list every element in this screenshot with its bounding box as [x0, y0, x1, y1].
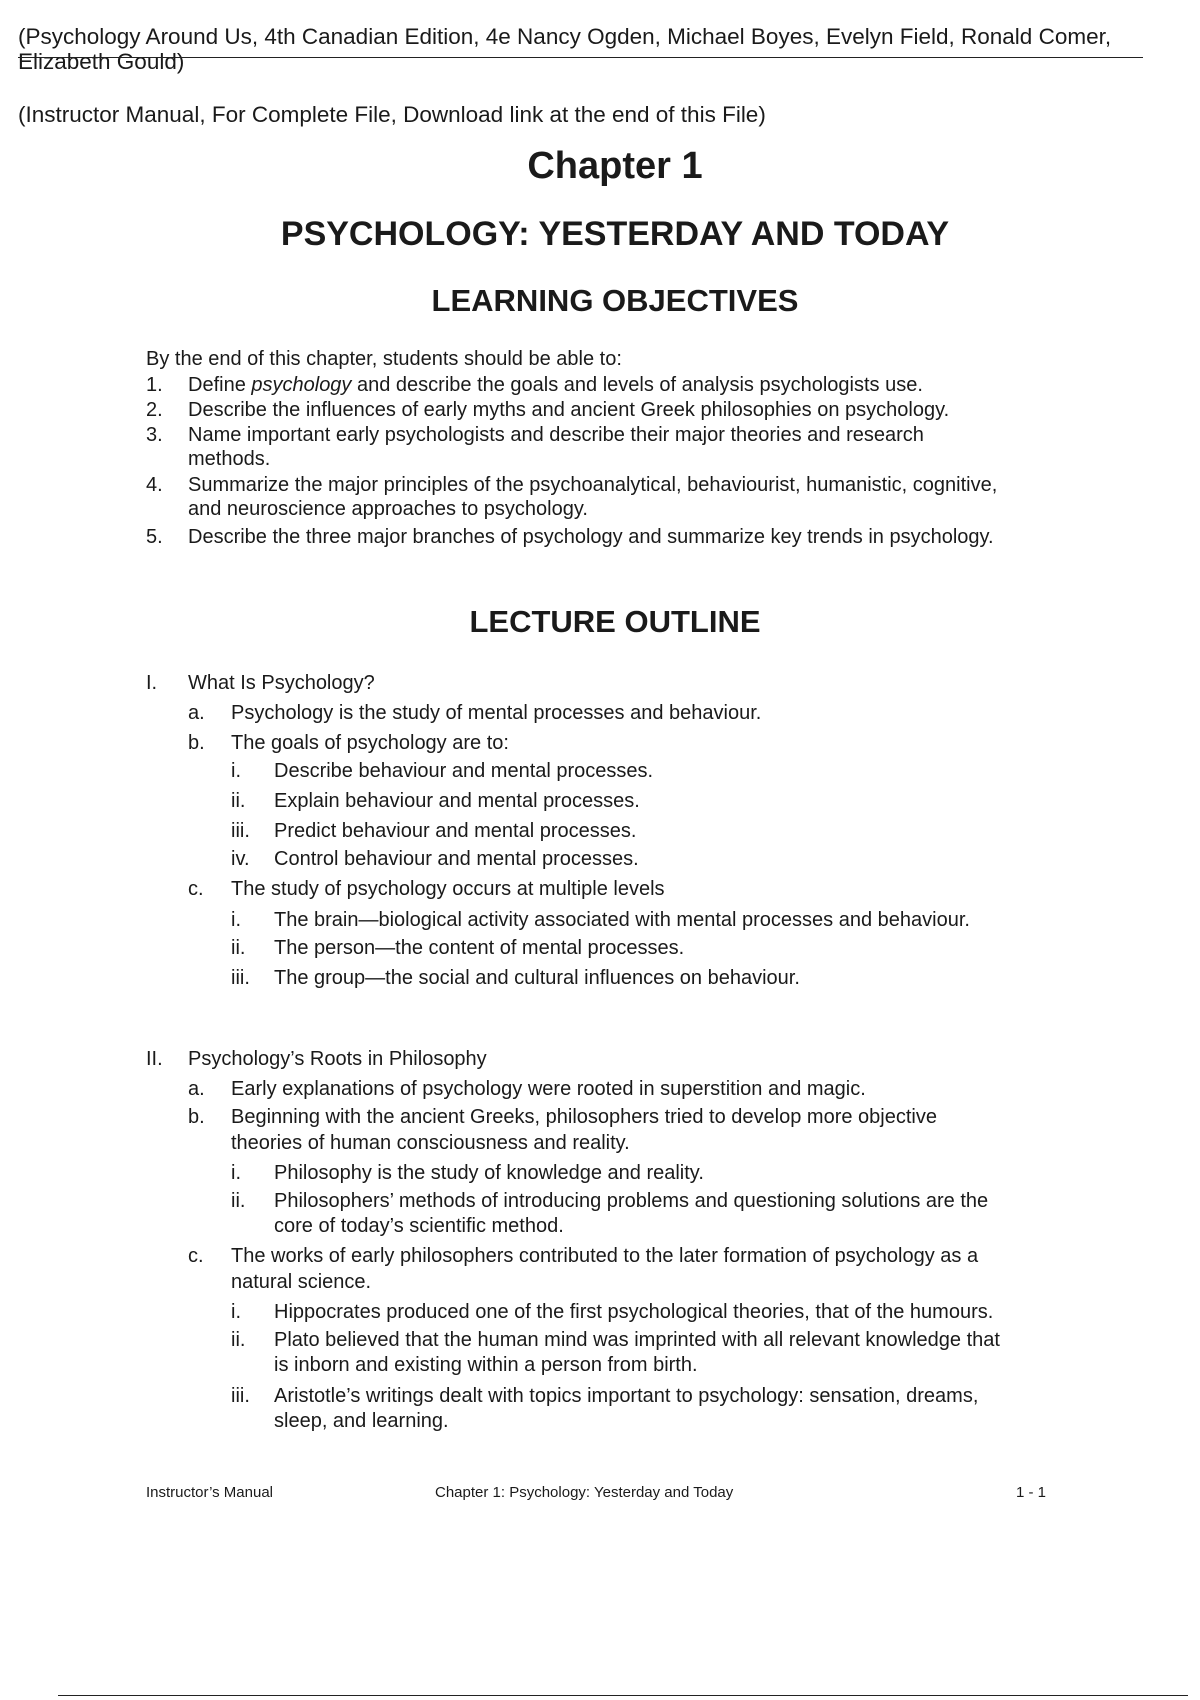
sub-text-cont: is inborn and existing within a person from birth. — [274, 1354, 698, 1376]
objective-text: Name important early psychologists and describe their major theories and research — [188, 424, 924, 446]
outline-2c-sublist — [231, 1300, 1131, 1436]
sub-text: The person—the content of mental processes. — [274, 937, 685, 959]
sub-item — [231, 936, 1131, 966]
bottom-divider — [58, 1695, 1188, 1696]
objective-item — [146, 525, 1126, 549]
outline-section-1-marker: I. — [146, 672, 158, 694]
sub-text: Describe behaviour and mental processes. — [274, 760, 654, 782]
outline-2c-text-cont: natural science. — [231, 1271, 372, 1293]
sub-text: Plato believed that the human mind was imprinted with all relevant knowledge that — [274, 1329, 1000, 1351]
outline-1b-sublist — [231, 759, 1131, 875]
outline-1a-marker: a. — [188, 702, 205, 724]
sub-marker: iii. — [231, 820, 250, 842]
objective-text: Define psychology and describe the goals and levels of analysis psychologists use. — [188, 374, 923, 396]
sub-marker: iii. — [231, 1385, 250, 1407]
sub-item — [231, 966, 1131, 994]
sub-text: The group—the social and cultural influences on behaviour. — [274, 967, 800, 989]
outline-2c-text: The works of early philosophers contributed to the later formation of psychology as a — [231, 1245, 979, 1267]
outline-2a-marker: a. — [188, 1078, 205, 1100]
outline-2a-text: Early explanations of psychology were rooted in superstition and magic. — [231, 1078, 866, 1100]
sub-text: Predict behaviour and mental processes. — [274, 820, 637, 842]
sub-item — [231, 908, 1131, 936]
outline-2c-marker: c. — [188, 1245, 204, 1267]
objective-item — [146, 373, 1126, 398]
sub-item — [231, 1384, 1131, 1436]
sub-marker: iv. — [231, 848, 250, 870]
sub-item — [231, 789, 1131, 819]
objective-text-cont: methods. — [188, 448, 271, 470]
footer-page-number: 1 - 1 — [1016, 1484, 1047, 1501]
instructor-manual-note: (Instructor Manual, For Complete File, Download link at the end of this File) — [18, 102, 766, 127]
outline-2b-marker: b. — [188, 1106, 205, 1128]
sub-text-cont: sleep, and learning. — [274, 1410, 449, 1432]
sub-text: Control behaviour and mental processes. — [274, 848, 639, 870]
objective-text: Describe the three major branches of psychology and summarize key trends in psychology. — [188, 526, 994, 548]
sub-text: Hippocrates produced one of the first psychological theories, that of the humours. — [274, 1301, 994, 1323]
outline-2b-sublist — [231, 1161, 1131, 1243]
objective-text-cont: and neuroscience approaches to psychology. — [188, 498, 588, 520]
outline-1b-marker: b. — [188, 732, 205, 754]
sub-marker: i. — [231, 760, 241, 782]
outline-2b-text-cont: theories of human consciousness and reality. — [231, 1132, 630, 1154]
sub-text: Aristotle’s writings dealt with topics important to psychology: sensation, dreams, — [274, 1385, 979, 1407]
outline-1c-marker: c. — [188, 878, 204, 900]
sub-item — [231, 1300, 1131, 1328]
sub-marker: iii. — [231, 967, 250, 989]
footer-left: Instructor’s Manual — [146, 1484, 274, 1501]
sub-marker: i. — [231, 909, 241, 931]
chapter-title: PSYCHOLOGY: YESTERDAY AND TODAY — [280, 215, 950, 253]
document-source-title: (Psychology Around Us, 4th Canadian Edition, 4e Nancy Ogden, Michael Boyes, Evelyn Field, Ronald Comer, Elizabeth Gould) — [18, 24, 1112, 74]
sub-marker: ii. — [231, 790, 246, 812]
sub-marker: ii. — [231, 1190, 246, 1212]
sub-text: The brain—biological activity associated with mental processes and behaviour. — [274, 909, 970, 931]
objective-item — [146, 423, 1126, 473]
objective-item — [146, 398, 1126, 423]
objective-marker: 3. — [146, 424, 163, 446]
objective-text: Summarize the major principles of the psychoanalytical, behaviourist, humanistic, cognitive, — [188, 474, 998, 496]
header-divider — [18, 57, 1143, 58]
sub-text: Explain behaviour and mental processes. — [274, 790, 640, 812]
outline-section-2-marker: II. — [146, 1048, 163, 1070]
objective-marker: 1. — [146, 374, 163, 396]
sub-marker: ii. — [231, 937, 246, 959]
objective-text: Describe the influences of early myths and ancient Greek philosophies on psychology. — [188, 399, 950, 421]
outline-1a-text: Psychology is the study of mental processes and behaviour. — [231, 702, 762, 724]
sub-text-cont: core of today’s scientific method. — [274, 1215, 564, 1237]
objectives-intro: By the end of this chapter, students should be able to: — [146, 348, 622, 370]
sub-item — [231, 1328, 1131, 1384]
sub-marker: i. — [231, 1301, 241, 1323]
learning-objectives-heading: LEARNING OBJECTIVES — [431, 283, 799, 318]
sub-item — [231, 819, 1131, 847]
objective-marker: 2. — [146, 399, 163, 421]
sub-text: Philosophy is the study of knowledge and reality. — [274, 1162, 704, 1184]
sub-item — [231, 759, 1131, 789]
sub-marker: i. — [231, 1162, 241, 1184]
outline-1b-text: The goals of psychology are to: — [231, 732, 509, 754]
objectives-list — [146, 373, 1126, 549]
sub-text: Philosophers’ methods of introducing problems and questioning solutions are the — [274, 1190, 989, 1212]
chapter-number: Chapter 1 — [527, 145, 703, 187]
objective-marker: 4. — [146, 474, 163, 496]
objective-item — [146, 473, 1126, 525]
emphasis-psychology: psychology — [251, 374, 352, 396]
outline-1c-sublist — [231, 908, 1131, 994]
sub-item — [231, 1161, 1131, 1189]
sub-marker: ii. — [231, 1329, 246, 1351]
footer-center: Chapter 1: Psychology: Yesterday and Today — [435, 1484, 734, 1501]
objective-marker: 5. — [146, 526, 163, 548]
lecture-outline-heading: LECTURE OUTLINE — [469, 604, 761, 639]
sub-item — [231, 1189, 1131, 1243]
outline-section-1-title: What Is Psychology? — [188, 672, 375, 694]
sub-item — [231, 847, 1131, 875]
outline-2b-text: Beginning with the ancient Greeks, philosophers tried to develop more objective — [231, 1106, 937, 1128]
outline-1c-text: The study of psychology occurs at multiple levels — [231, 878, 665, 900]
outline-section-2-title: Psychology’s Roots in Philosophy — [188, 1048, 487, 1070]
